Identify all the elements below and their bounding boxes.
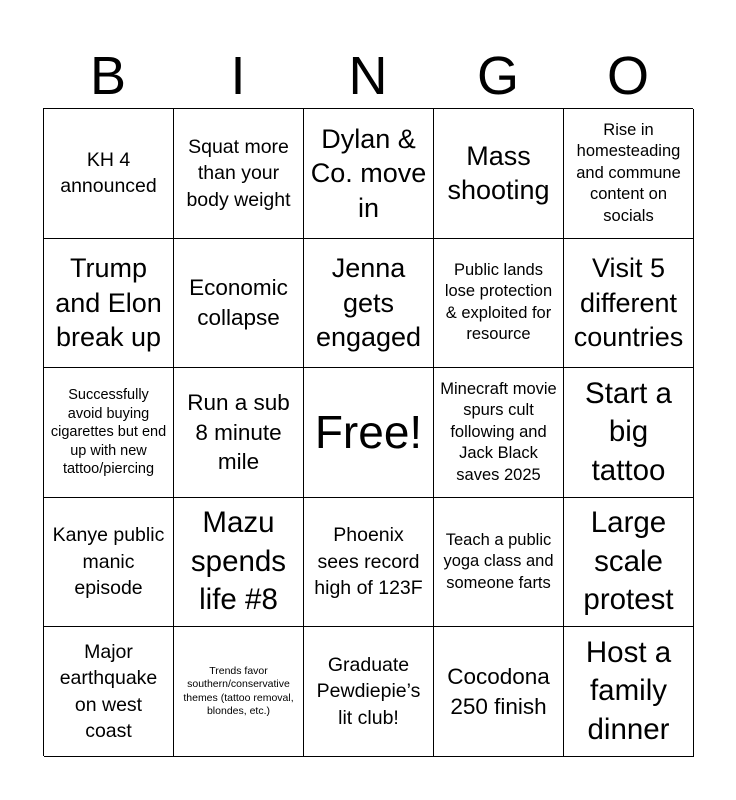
cell-text: Host a family dinner bbox=[585, 635, 672, 746]
bingo-cell-r5c3[interactable] bbox=[304, 627, 434, 757]
cell-text: Dylan & Co. move in bbox=[310, 123, 427, 223]
header-letter-o: O bbox=[606, 46, 649, 106]
cell-text: Mass shooting bbox=[447, 140, 550, 206]
cell-text: Large scale protest bbox=[583, 506, 674, 617]
bingo-cell-r1c1[interactable] bbox=[44, 109, 174, 239]
bingo-cell-r3c5[interactable] bbox=[564, 368, 694, 498]
cell-text: Kanye public manic episode bbox=[52, 524, 165, 600]
bingo-cell-r5c1[interactable] bbox=[44, 627, 174, 757]
cell-text: Minecraft movie spurs cult following and Jack Black saves 2025 bbox=[440, 379, 557, 484]
cell-text: Cocodona 250 finish bbox=[447, 664, 550, 719]
bingo-cell-r3c1[interactable] bbox=[44, 368, 174, 498]
bingo-cell-r2c4[interactable] bbox=[434, 239, 564, 369]
bingo-cell-r3c4[interactable] bbox=[434, 368, 564, 498]
bingo-cell-r3c2[interactable] bbox=[174, 368, 304, 498]
bingo-cell-r4c4[interactable] bbox=[434, 498, 564, 628]
cell-text: Phoenix sees record high of 123F bbox=[314, 524, 423, 600]
cell-text: Public lands lose protection & exploited for resource bbox=[444, 260, 553, 344]
header-letter-n: N bbox=[348, 46, 388, 106]
cell-text: Teach a public yoga class and someone farts bbox=[443, 530, 554, 592]
cell-text: Jenna gets engaged bbox=[315, 253, 422, 353]
bingo-cell-r1c4[interactable] bbox=[434, 109, 564, 239]
header-letter-b: B bbox=[89, 46, 127, 106]
cell-text: Successfully avoid buying cigarettes but end up with new tattoo/piercing bbox=[50, 387, 167, 478]
cell-text: Trends favor southern/conservative themes (tattoo removal, blondes, etc.) bbox=[183, 664, 294, 718]
cell-text: Run a sub 8 minute mile bbox=[187, 390, 290, 475]
bingo-cell-r2c5[interactable] bbox=[564, 239, 694, 369]
bingo-header bbox=[43, 44, 693, 108]
cell-text: Squat more than your body weight bbox=[186, 135, 291, 211]
bingo-cell-r4c1[interactable] bbox=[44, 498, 174, 628]
cell-text: Visit 5 different countries bbox=[573, 253, 684, 353]
header-letter-i: I bbox=[230, 46, 246, 106]
bingo-cell-r4c2[interactable] bbox=[174, 498, 304, 628]
bingo-cell-r4c3[interactable] bbox=[304, 498, 434, 628]
bingo-board bbox=[43, 108, 693, 756]
bingo-cell-r2c3[interactable] bbox=[304, 239, 434, 369]
bingo-cell-r1c5[interactable] bbox=[564, 109, 694, 239]
free-space-text: Free! bbox=[314, 406, 423, 459]
bingo-cell-r5c5[interactable] bbox=[564, 627, 694, 757]
bingo-cell-free[interactable] bbox=[304, 368, 434, 498]
bingo-cell-r5c4[interactable] bbox=[434, 627, 564, 757]
bingo-cell-r1c2[interactable] bbox=[174, 109, 304, 239]
cell-text: Trump and Elon break up bbox=[55, 253, 162, 353]
cell-text: Major earthquake on west coast bbox=[59, 640, 158, 743]
bingo-cell-r2c1[interactable] bbox=[44, 239, 174, 369]
bingo-cell-r5c2[interactable] bbox=[174, 627, 304, 757]
bingo-cell-r2c2[interactable] bbox=[174, 239, 304, 369]
cell-text: KH 4 announced bbox=[60, 148, 157, 198]
bingo-cell-r1c3[interactable] bbox=[304, 109, 434, 239]
cell-text: Start a big tattoo bbox=[585, 376, 672, 487]
cell-text: Mazu spends life #8 bbox=[190, 506, 287, 617]
bingo-cell-r4c5[interactable] bbox=[564, 498, 694, 628]
cell-text: Rise in homesteading and commune content on socials bbox=[576, 120, 681, 225]
cell-text: Economic collapse bbox=[189, 275, 288, 330]
header-letter-g: G bbox=[476, 46, 519, 106]
cell-text: Graduate Pewdiepie’s lit club! bbox=[316, 653, 421, 729]
